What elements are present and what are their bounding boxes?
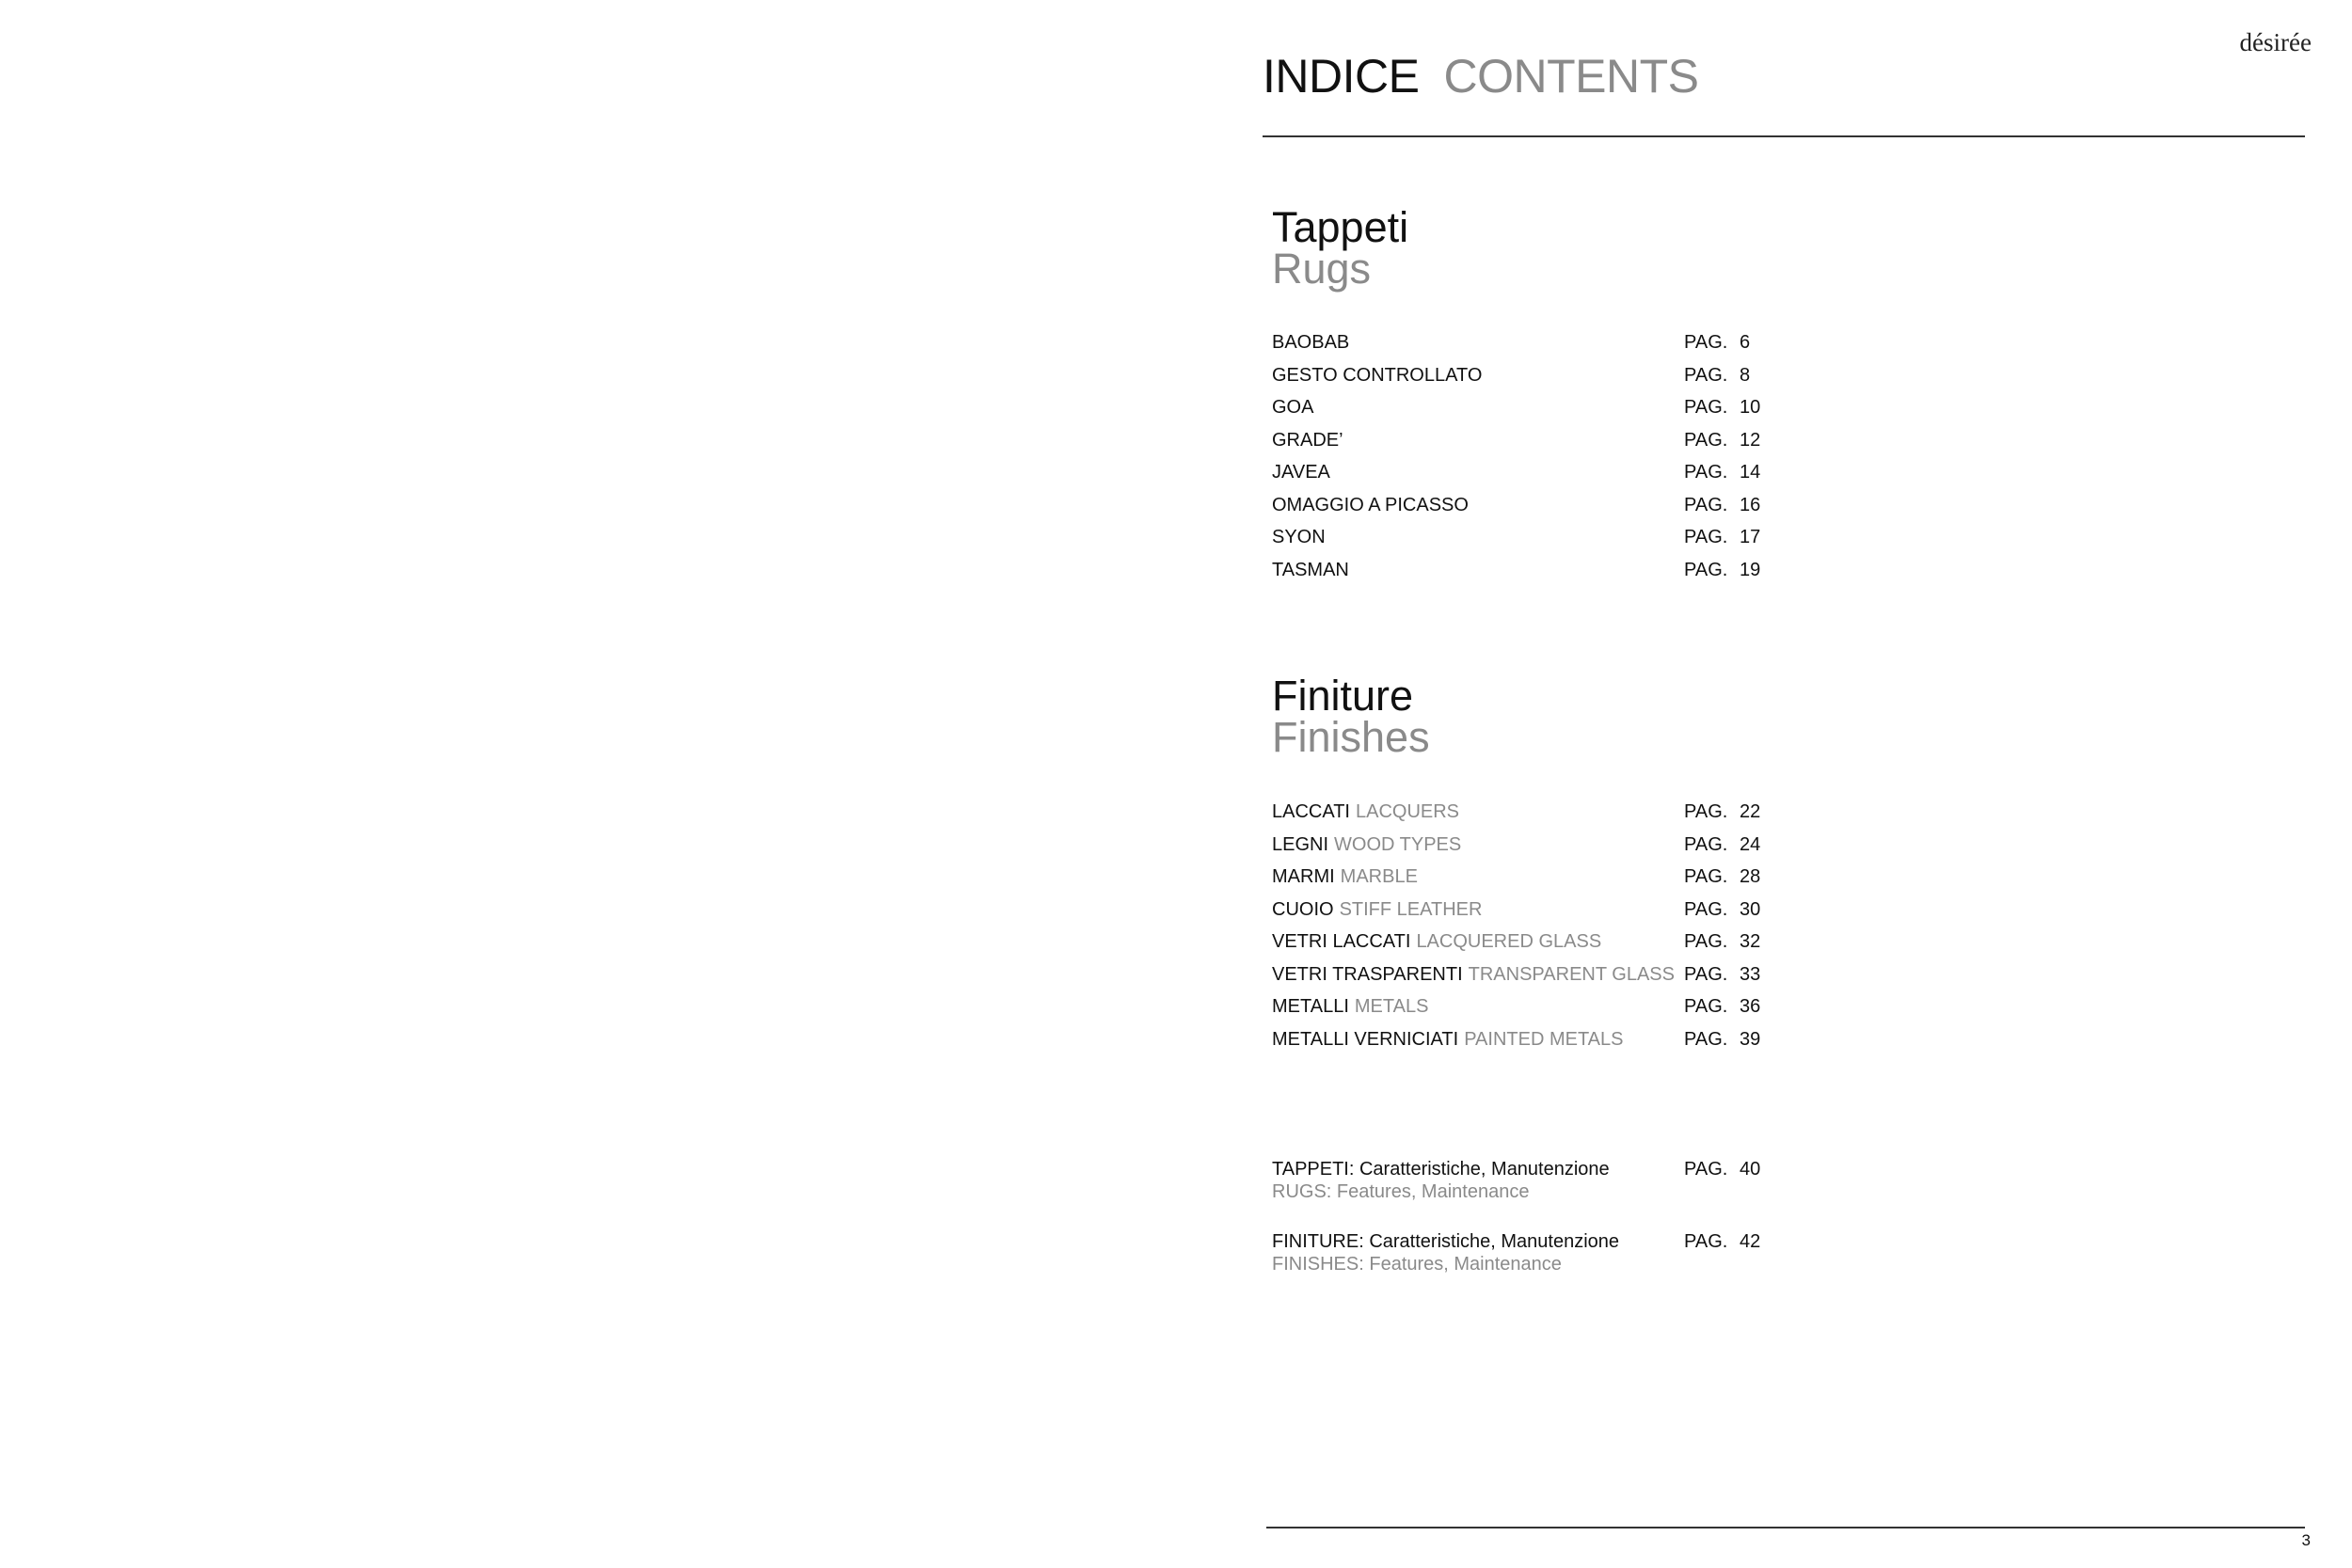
toc-entry-page: 12: [1740, 429, 1761, 451]
toc-entry-name: SYON: [1272, 527, 1326, 547]
toc-extra-pag: PAG.: [1684, 1159, 1728, 1180]
toc-entry[interactable]: [1272, 829, 1799, 862]
toc-extra-line-it: TAPPETI: Caratteristiche, Manutenzione: [1272, 1159, 1610, 1180]
toc-entry-pag: PAG.: [1684, 494, 1728, 515]
toc-entry-page: 33: [1740, 963, 1761, 985]
toc-list-finishes: [1272, 796, 1799, 1055]
toc-entry[interactable]: [1272, 456, 1799, 489]
toc-entry-pag: PAG.: [1684, 963, 1728, 985]
toc-entry-name: GESTO CONTROLLATO: [1272, 364, 1483, 386]
toc-entry-name: OMAGGIO A PICASSO: [1272, 494, 1469, 515]
toc-entry-name: BAOBAB: [1272, 332, 1350, 353]
toc-entry[interactable]: [1272, 424, 1799, 457]
toc-entry-name: GRADE’: [1272, 429, 1343, 451]
toc-list-rugs: [1272, 326, 1799, 586]
toc-entry[interactable]: [1272, 554, 1799, 587]
toc-entry-name: VETRI LACCATI: [1272, 931, 1411, 952]
toc-entry-name: CUOIO: [1272, 898, 1334, 920]
toc-extra-finishes[interactable]: [1272, 1230, 1799, 1275]
toc-entry-pag: PAG.: [1684, 332, 1728, 353]
toc-extra-rugs[interactable]: [1272, 1158, 1799, 1203]
toc-entry-pag: PAG.: [1684, 462, 1728, 483]
toc-entry[interactable]: [1272, 990, 1799, 1023]
toc-entry-page: 22: [1740, 801, 1761, 822]
toc-entry-name-en: STIFF LEATHER: [1339, 898, 1483, 920]
toc-entry[interactable]: [1272, 796, 1799, 829]
toc-entry-pag: PAG.: [1684, 801, 1728, 822]
toc-entry-page: 17: [1740, 527, 1761, 547]
toc-extra-line-en: FINISHES: Features, Maintenance: [1272, 1254, 1562, 1275]
toc-entry-name-en: LACQUERED GLASS: [1416, 931, 1602, 952]
toc-entry[interactable]: [1272, 326, 1799, 359]
toc-entry-pag: PAG.: [1684, 527, 1728, 547]
section-title-it: Finiture: [1272, 672, 1414, 720]
page-title-it: INDICE: [1263, 50, 1420, 103]
section-title-it: Tappeti: [1272, 203, 1409, 251]
toc-entry[interactable]: [1272, 861, 1799, 894]
page-number: 3: [2301, 1531, 2311, 1549]
page-title: [1263, 50, 1699, 103]
toc-entry-name: METALLI: [1272, 996, 1349, 1017]
toc-entry[interactable]: [1272, 391, 1799, 424]
toc-entry-name-en: PAINTED METALS: [1464, 1028, 1624, 1050]
toc-entry-pag: PAG.: [1684, 364, 1728, 386]
toc-entry-pag: PAG.: [1684, 898, 1728, 920]
toc-entry-page: 32: [1740, 931, 1761, 952]
toc-entry-name: GOA: [1272, 397, 1314, 418]
toc-entry-page: 19: [1740, 559, 1761, 580]
toc-entry-page: 10: [1740, 397, 1761, 418]
toc-entry-name: JAVEA: [1272, 462, 1330, 483]
toc-entry-pag: PAG.: [1684, 429, 1728, 451]
toc-extra-pag: PAG.: [1684, 1231, 1728, 1252]
toc-entry-page: 24: [1740, 833, 1761, 855]
toc-entry-pag: PAG.: [1684, 397, 1728, 418]
bottom-divider: [1266, 1527, 2305, 1528]
toc-entry[interactable]: [1272, 958, 1799, 991]
toc-entry-pag: PAG.: [1684, 833, 1728, 855]
page-title-en: CONTENTS: [1443, 50, 1699, 103]
toc-entry-pag: PAG.: [1684, 559, 1728, 580]
toc-entry-page: 8: [1740, 364, 1751, 386]
toc-entry-page: 14: [1740, 462, 1761, 483]
toc-entry-name-en: WOOD TYPES: [1334, 833, 1462, 855]
toc-extra-page: 42: [1740, 1231, 1761, 1252]
toc-entry[interactable]: [1272, 521, 1799, 554]
toc-entry-page: 30: [1740, 898, 1761, 920]
toc-entry-name: TASMAN: [1272, 559, 1349, 580]
toc-entry[interactable]: [1272, 894, 1799, 927]
toc-entry-pag: PAG.: [1684, 1028, 1728, 1050]
top-divider: [1263, 135, 2305, 137]
toc-entry-name: LACCATI: [1272, 801, 1350, 822]
toc-entry-name: LEGNI: [1272, 833, 1329, 855]
toc-entry-name: METALLI VERNICIATI: [1272, 1028, 1459, 1050]
toc-entry-name-en: LACQUERS: [1355, 801, 1460, 822]
toc-extra-line-en: RUGS: Features, Maintenance: [1272, 1181, 1530, 1202]
toc-entry-name: VETRI TRASPARENTI: [1272, 963, 1463, 985]
toc-entry[interactable]: [1272, 359, 1799, 392]
toc-entry-page: 16: [1740, 494, 1761, 515]
section-title-en: Finishes: [1272, 713, 1430, 761]
toc-entry-page: 36: [1740, 996, 1761, 1017]
toc-entry-name-en: TRANSPARENT GLASS: [1468, 963, 1675, 985]
brand-logo: désirée: [2239, 28, 2312, 56]
toc-entry[interactable]: [1272, 926, 1799, 958]
toc-entry-name-en: MARBLE: [1340, 866, 1418, 887]
toc-entry-pag: PAG.: [1684, 931, 1728, 952]
section-title-en: Rugs: [1272, 245, 1372, 293]
section-title-finishes: [1272, 672, 1430, 761]
toc-extra-page: 40: [1740, 1159, 1761, 1180]
toc-entry-page: 6: [1740, 332, 1751, 353]
toc-entry-pag: PAG.: [1684, 996, 1728, 1017]
toc-entry-pag: PAG.: [1684, 866, 1728, 887]
section-title-rugs: [1272, 203, 1409, 293]
toc-entry[interactable]: [1272, 1023, 1799, 1056]
toc-entry[interactable]: [1272, 489, 1799, 522]
toc-entry-name: MARMI: [1272, 866, 1335, 887]
toc-entry-name-en: METALS: [1354, 996, 1429, 1017]
toc-extra-line-it: FINITURE: Caratteristiche, Manutenzione: [1272, 1231, 1620, 1252]
toc-entry-page: 28: [1740, 866, 1761, 887]
toc-entry-page: 39: [1740, 1028, 1761, 1050]
